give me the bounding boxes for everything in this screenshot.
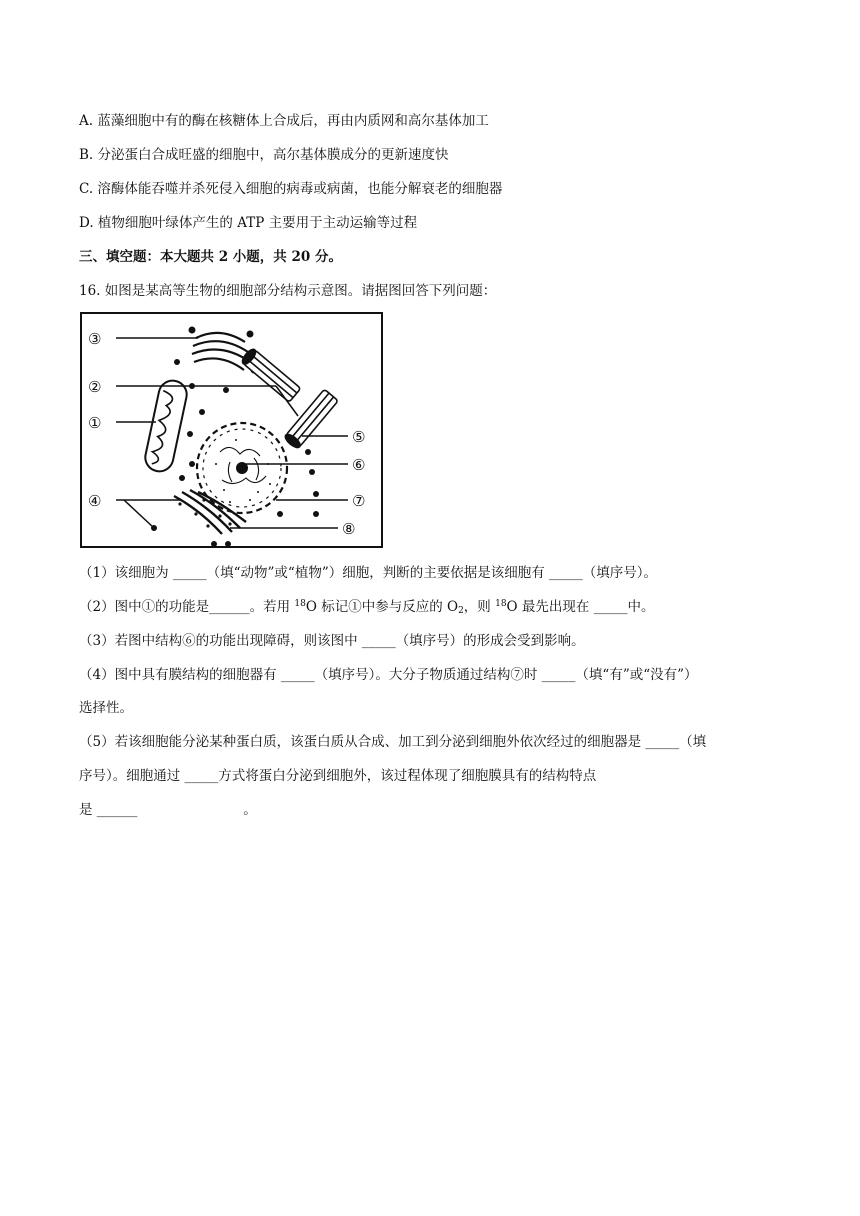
sub-question-5-line-3 (79, 801, 257, 819)
label-5: ⑤ (352, 428, 366, 446)
cell-diagram-svg (80, 312, 384, 550)
label-7: ⑦ (352, 492, 366, 510)
sub-question-3: （3）若图中结构⑥的功能出现障碍，则该图中 _____（填序号）的形成会受到影响。 (79, 633, 585, 649)
label-1: ① (88, 414, 102, 432)
q2-oxygen-sub: 2 (458, 606, 464, 616)
q5-line-3-part-a: 是 ______ (79, 802, 138, 818)
label-4: ④ (88, 492, 102, 510)
sub-question-5-line-2: 序号）。细胞通过 _____方式将蛋白分泌到细胞外，该过程体现了细胞膜具有的结构特点 (79, 768, 597, 784)
label-6: ⑥ (352, 456, 366, 474)
question-stem: 16. 如图是某高等生物的细胞部分结构示意图。请据图回答下列问题： (79, 283, 497, 299)
sub-question-4-line-1: （4）图中具有膜结构的细胞器有 _____（填序号）。大分子物质通过结构⑦时 _____（填“有”或“没有”） (79, 667, 698, 683)
label-3: ③ (88, 330, 102, 348)
sub-question-5-line-1: （5）若该细胞能分泌某种蛋白质，该蛋白质从合成、加工到分泌到细胞外依次经过的细胞器是 _____（填 (79, 734, 707, 750)
q2-part-c: ，则 (463, 599, 496, 615)
section-heading: 三、填空题：本大题共 2 小题，共 20 分。 (79, 249, 342, 265)
cell-diagram (80, 312, 384, 550)
option-d: D. 植物细胞叶绿体产生的 ATP 主要用于主动运输等过程 (79, 215, 418, 231)
label-8: ⑧ (342, 520, 356, 538)
sub-question-1: （1）该细胞为 _____（填“动物”或“植物”）细胞，判断的主要依据是该细胞有 _____（填序号）。 (79, 565, 658, 581)
option-a: A. 蓝藻细胞中有的酶在核糖体上合成后，再由内质网和高尔基体加工 (79, 113, 489, 129)
sub-question-2 (79, 598, 654, 616)
q2-part-d: O 最先出现在 _____中。 (506, 599, 655, 615)
q2-part-a: （2）图中①的功能是______。若用 (79, 599, 295, 615)
q2-isotope-sup-2: 18 (495, 599, 507, 609)
option-b: B. 分泌蛋白合成旺盛的细胞中，高尔基体膜成分的更新速度快 (79, 147, 449, 163)
option-c: C. 溶酶体能吞噬并杀死侵入细胞的病毒或病菌，也能分解衰老的细胞器 (79, 181, 503, 197)
q2-isotope-sup-1: 18 (294, 599, 306, 609)
q2-part-b: O 标记①中参与反应的 O (305, 599, 459, 615)
q5-line-3-part-b: 。 (243, 802, 257, 818)
sub-question-4-line-2: 选择性。 (79, 700, 133, 716)
label-2: ② (88, 378, 102, 396)
